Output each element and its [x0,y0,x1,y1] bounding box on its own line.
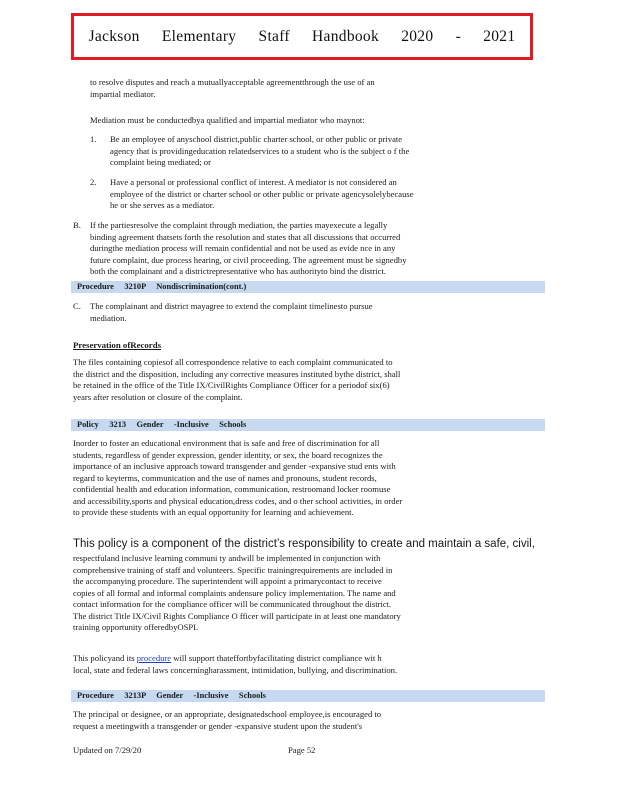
section-c-line: The complainant and district mayagree to extend the complaint timelinesto pursue [90,301,373,311]
footer-page-number: Page 52 [288,745,316,755]
list-item-line: complaint being mediated; or [110,157,211,167]
section-b-line: both the complainant and a districtrepresentative who has authorityto bind the district. [90,266,386,276]
policy-line: the accompanying procedure. The superintendent will appoint a primarycontact to receive [73,576,382,586]
policy-line: comprehensive training of staff and volunteers. Specific trainingrequirements are included in [73,564,393,575]
records-heading: Preservation ofRecords [73,340,162,350]
support-text: will support thateffortbyfacilitating district compliance wit h [171,653,382,663]
records-line: The files containing copiesof all correspondence relative to each complaint communicated to [73,357,393,367]
section-b-text [90,220,530,278]
records-line: the district and the disposition, including any corrective measures instituted bythe district, shall [73,368,401,379]
policy-line: The district Title IX/Civil Rights Compliance O fficer will participate in at least one mandatory [73,610,401,621]
records-text [73,357,533,403]
policy-line: and accessibility,sports and physical education,dress codes, and o ther school activities, in order [73,495,403,506]
procedure-3210p-bar: Procedure 3210P Nondiscrimination(cont.) [71,281,545,293]
list-item-line: Have a personal or professional conflict of interest. A mediator is not considered an [110,177,397,187]
procedure-link[interactable]: procedure [136,653,172,663]
section-c-text [90,301,510,324]
policy-continued-text [73,553,533,634]
section-c-line: mediation. [90,312,127,323]
policy-line: respectfuland inclusive learning communi ty andwill be implemented in conjunction with [73,553,381,563]
policy-text [73,438,533,519]
policy-line: importance of an inclusive approach toward transgender and gender -expansive stud ents with [73,461,396,471]
section-b-line: binding agreement thatsets forth the resolution and states that all discussions that occurred [90,231,401,242]
list-item-line: employee of the district or charter school or other public or private agencysolelybecause [110,188,414,199]
policy-line: confidential health and education information, communication, restroomand locker roomuse [73,484,391,494]
support-text: This policyand its [73,653,137,663]
page-title: Jackson Elementary Staff Handbook 2020 - 2021 [88,27,516,45]
procedure-line: The principal or designee, or an appropriate, designatedschool employee,is encouraged to [73,709,382,719]
policy-line: Inorder to foster an educational environment that is safe and free of discrimination for all [73,438,380,448]
policy-line: copies of all formal and informal complaints andensure policy implementation. The name and [73,587,396,598]
list-item [110,177,530,212]
section-b-line: duringthe mediation process will remain confidential and not be used as evide nce in any [90,243,396,253]
list-number: 2. [90,177,97,187]
policy-3213-bar: Policy 3213 Gender -Inclusive Schools [71,419,545,431]
section-letter: C. [73,301,81,311]
policy-line: contact information for the compliance officer will be communicated throughout the district. [73,599,392,609]
footer-updated: Updated on 7/29/20 [73,745,142,755]
policy-emphasis-line: This policy is a component of the district’s responsibility to create and maintain a safe, civil, [73,538,535,550]
list-item [110,134,530,169]
procedure-text [73,709,533,732]
policy-line: students, regardless of gender expression, gender identity, or sex, the board recognizes the [73,449,383,460]
section-b-line: future complaint, due process hearing, or civil proceeding. The agreement must be signedby [90,254,407,265]
support-paragraph [73,653,533,676]
mediation-paragraph: Mediation must be conductedbya qualified and impartial mediator who maynot: [90,115,365,125]
policy-line: regard to keyterms, communication and the use of names and pronouns, student records, [73,472,377,483]
intro-text [90,77,520,100]
list-item-line: Be an employee of anyschool district,public charter school, or other public or private [110,134,403,144]
section-b-line: If the partiesresolve the complaint through mediation, the parties mayexecute a legally [90,220,388,230]
records-line: years after resolution or closure of the complaint. [73,391,243,402]
header-box [71,13,533,60]
records-line: be retained in the office of the Title IX/CivilRights Compliance Officer for a periodof six(6) [73,380,390,390]
section-letter: B. [73,220,81,230]
policy-line: to provide these students with an equal opportunity for learning and achievement. [73,507,354,517]
support-line-1 [73,653,533,665]
policy-line: training opportunity offeredbyOSPI. [73,622,199,632]
list-number: 1. [90,134,97,144]
procedure-line: request a meetingwith a transgender or gender -expansive student upon the student's [73,720,363,731]
list-item-line: agency that is providingeducation relatedservices to a student who is the subject o f the [110,145,410,156]
intro-line-2: impartial mediator. [90,88,156,99]
intro-line-1: to resolve disputes and reach a mutuallyacceptable agreementthrough the use of an [90,77,375,87]
list-item-line: he or she serves as a mediator. [110,200,215,210]
procedure-3213p-bar: Procedure 3213P Gender -Inclusive Schools [71,690,545,702]
support-line-2: local, state and federal laws concerningharassment, intimidation, bullying, and discrimination. [73,664,398,675]
